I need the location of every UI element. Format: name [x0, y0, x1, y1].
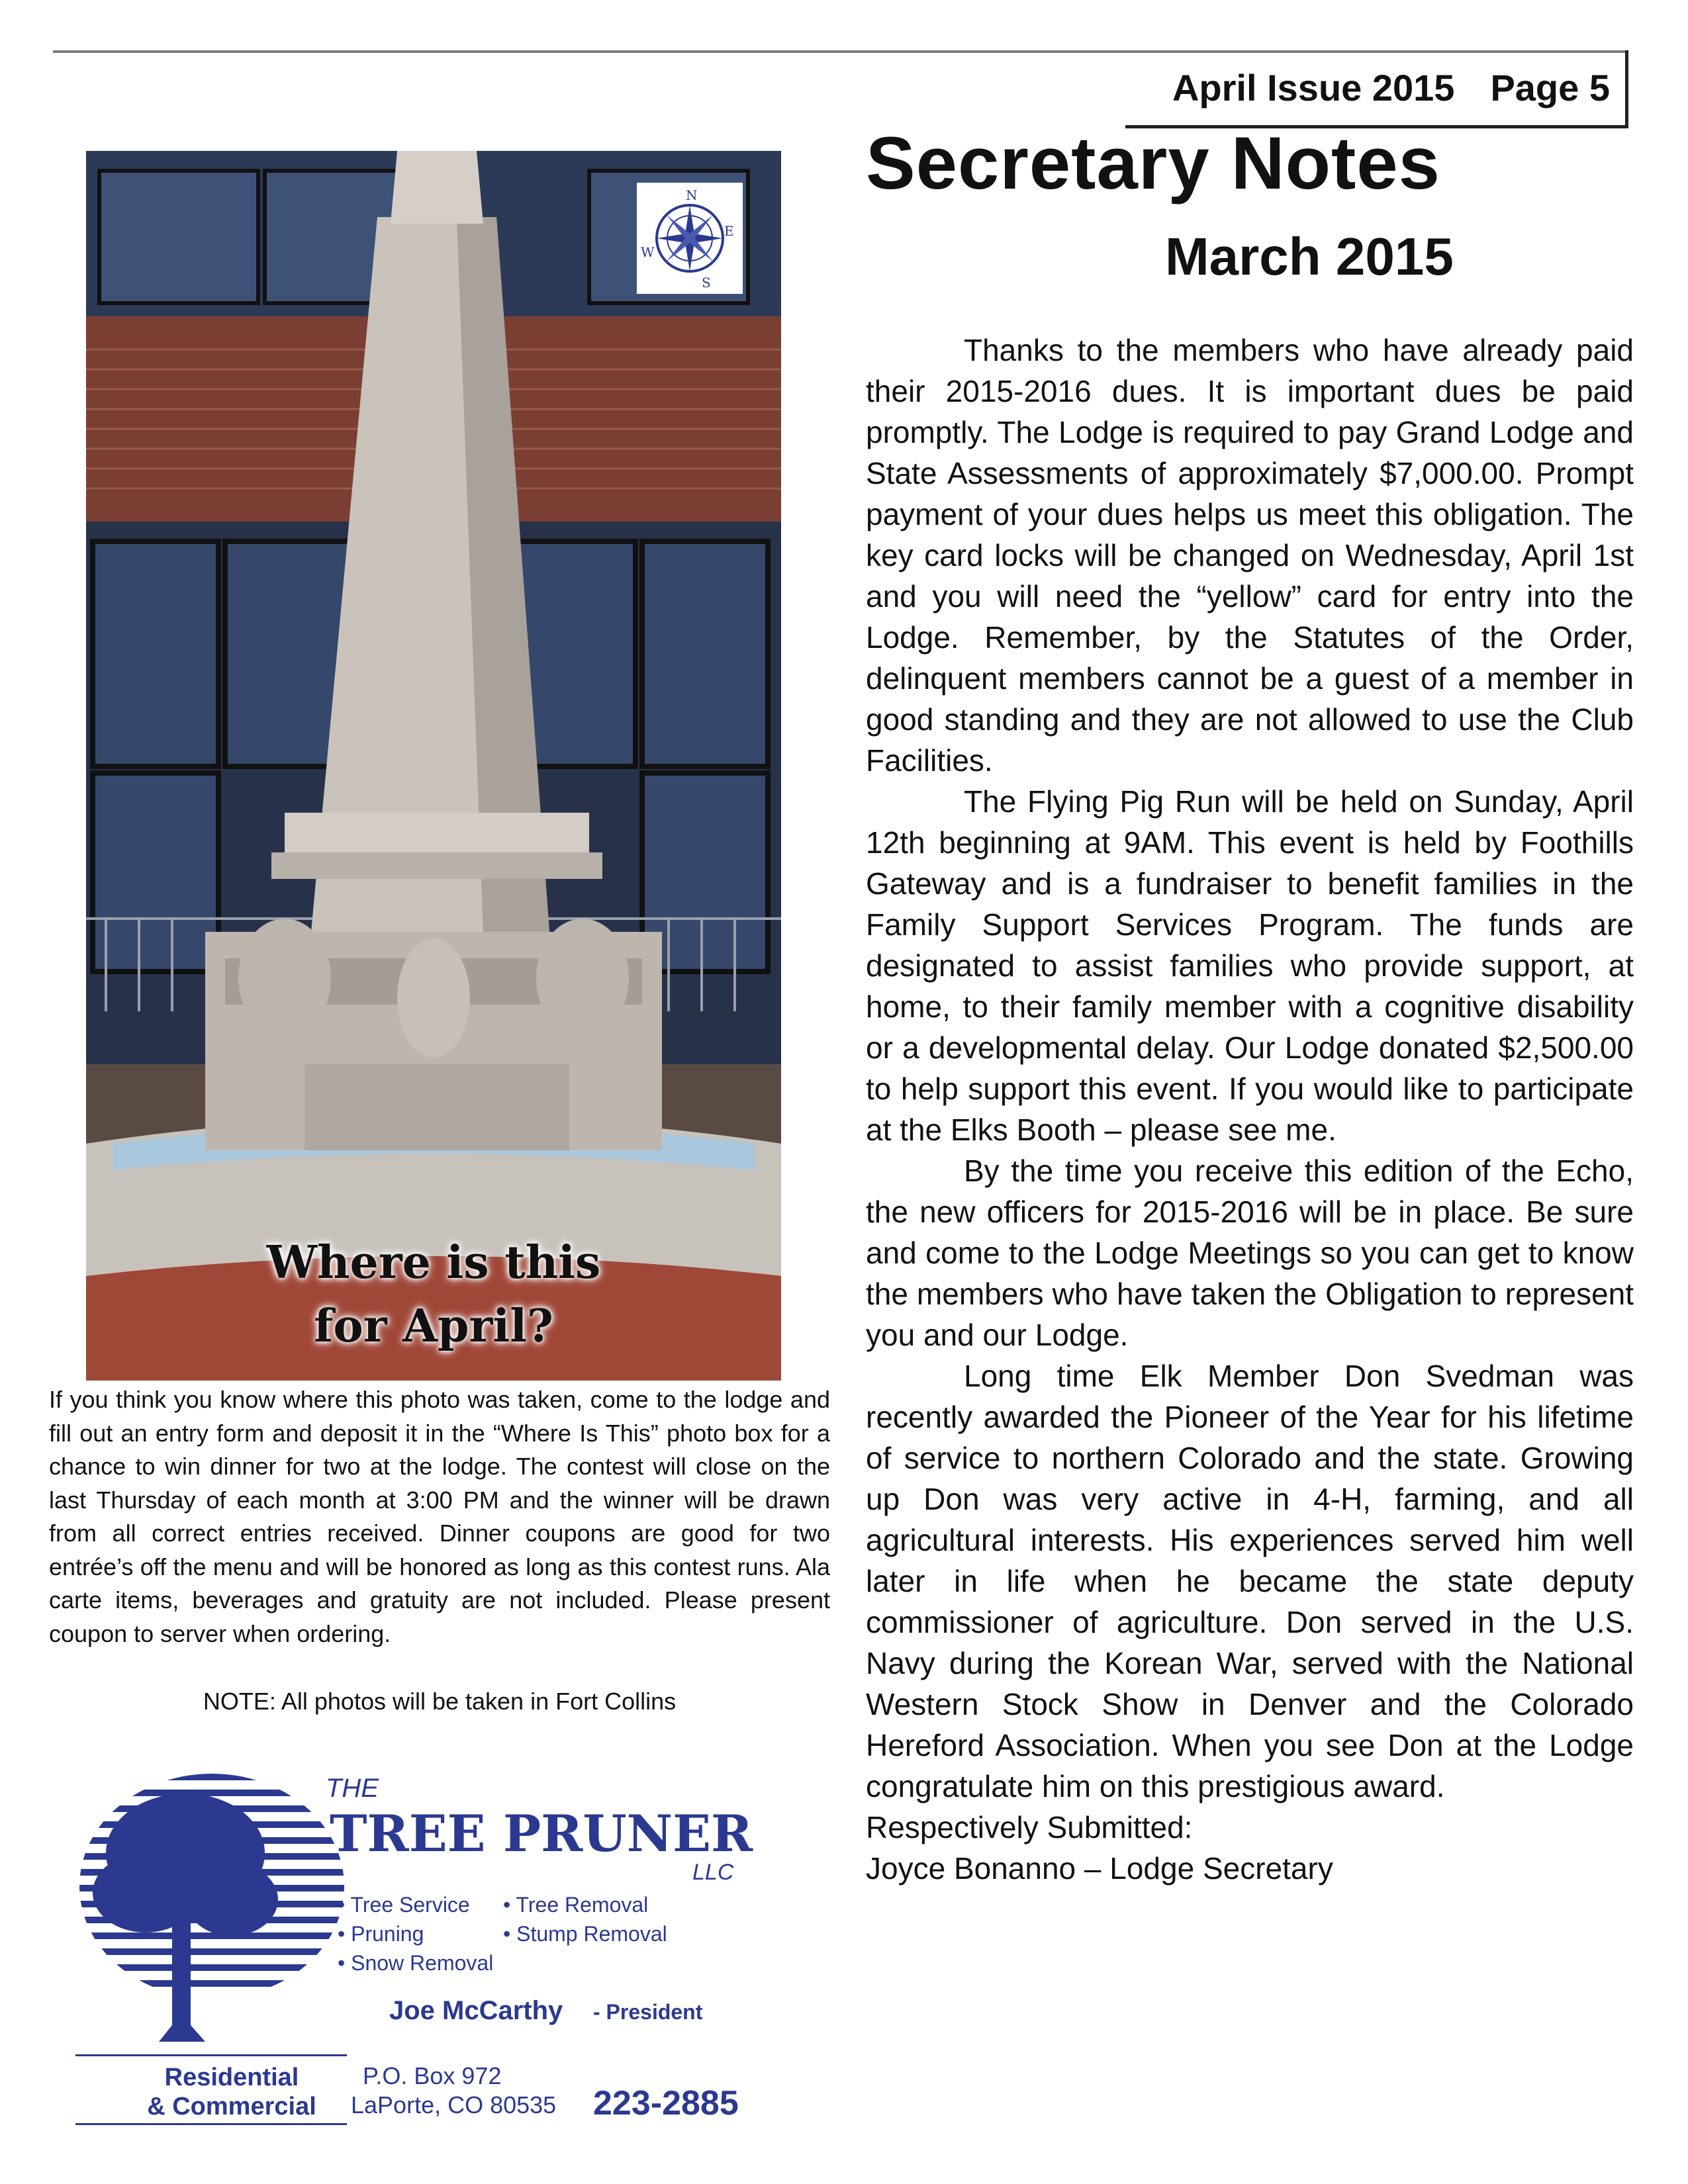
ad-service: • Tree Service: [338, 1893, 470, 1917]
ad-company-name: TREE PRUNER: [330, 1804, 753, 1863]
contest-description: If you think you know where this photo was taken, come to the lodge and fill out an entry form and deposit it in the “Where Is This” photo box for a chance to win dinner for two at the lodge. The contest will close on the last Thursday of each month at 3:00 PM and the winner will be drawn from all correct entries received. Dinner coupons are good for two entrée’s off the menu and will be honored as long as this contest runs. Ala carte items, beverages and gratuity are not included. Please present coupon to server when ordering.: [49, 1386, 830, 1647]
article-title: Secretary Notes: [866, 122, 1440, 205]
mystery-photo: [86, 151, 781, 1381]
article-paragraph: Thanks to the members who have already paid their 2015-2016 dues. It is important dues be paid promptly. The Lodge is required to pay Grand Lodge and State Assessments of approximately $7,000.00. Prompt payment of your dues helps us meet this obligation. The key card locks will be changed on Wednesday, April 1st and you will need the “yellow” card for entry into the Lodge. Remember, by the Statutes of the Order, delinquent members cannot be a guest of a member in good standing and they are not allowed to use the Club Facilities.: [866, 333, 1634, 778]
issue-label: April Issue 2015: [1172, 67, 1455, 109]
ad-commercial: & Commercial: [147, 2093, 316, 2120]
ad-owner-role: - President: [593, 2000, 703, 2024]
compass-w: W: [641, 244, 655, 260]
compass-logo: [637, 183, 743, 294]
article-subtitle: March 2015: [1165, 227, 1454, 286]
ad-residential: Residential: [164, 2064, 299, 2091]
tree-pruner-ad: [73, 1760, 781, 2151]
ad-service: • Stump Removal: [503, 1922, 667, 1946]
article-paragraph: Long time Elk Member Don Svedman was recently awarded the Pioneer of the Year for his lifetime of service to northern Colorado and the state. Growing up Don was very active in 4-H, farming, and all agricultural interests. His experiences served him well later in life when he became the state deputy commissioner of agriculture. Don served in the U.S. Navy during the Korean War, served with the National Western Stock Show in Denver and the Colorado Hereford Association. When you see Don at the Lodge congratulate him on this prestigious award.: [866, 1359, 1634, 1803]
ad-city: LaPorte, CO 80535: [351, 2091, 557, 2118]
page-number: Page 5: [1490, 67, 1610, 109]
compass-n: N: [686, 187, 698, 203]
ad-service: • Pruning: [338, 1922, 424, 1946]
ad-owner-name: Joe McCarthy: [389, 1996, 563, 2025]
article-signature: Joyce Bonanno – Lodge Secretary: [866, 1851, 1333, 1886]
ad-service: • Tree Removal: [503, 1893, 649, 1917]
ad-po-box: P.O. Box 972: [363, 2062, 502, 2089]
ad-divider: [75, 2054, 347, 2056]
compass-e: E: [724, 223, 734, 239]
ad-phone: 223-2885: [593, 2084, 739, 2122]
ad-llc: LLC: [692, 1860, 734, 1885]
ad-the: THE: [326, 1774, 379, 1803]
article-closing: Respectively Submitted:: [866, 1810, 1193, 1844]
ad-divider: [75, 2123, 347, 2125]
photo-caption-line1: Where is this: [266, 1236, 601, 1289]
page-header: [1172, 66, 1610, 109]
article-body: [866, 330, 1634, 1889]
article-paragraph: The Flying Pig Run will be held on Sunday, April 12th beginning at 9AM. This event is held by Foothills Gateway and is a fundraiser to benefit families in the Family Support Services Program. The funds are designated to assist families who provide support, at home, to their family member with a cognitive disability or a developmental delay. Our Lodge donated $2,500.00 to help support this event. If you would like to participate at the Elks Booth – please see me.: [866, 784, 1634, 1147]
ad-service: • Snow Removal: [338, 1951, 494, 1975]
photo-note: NOTE: All photos will be taken in Fort Collins: [203, 1688, 677, 1715]
article-paragraph: By the time you receive this edition of the Echo, the new officers for 2015-2016 will be in place. Be sure and come to the Lodge Meetings so you can get to know the members who have taken the Obligation to represent you and our Lodge.: [866, 1154, 1634, 1352]
photo-caption: [86, 1231, 781, 1358]
compass-s: S: [702, 275, 711, 291]
photo-caption-line2: for April?: [314, 1300, 553, 1353]
